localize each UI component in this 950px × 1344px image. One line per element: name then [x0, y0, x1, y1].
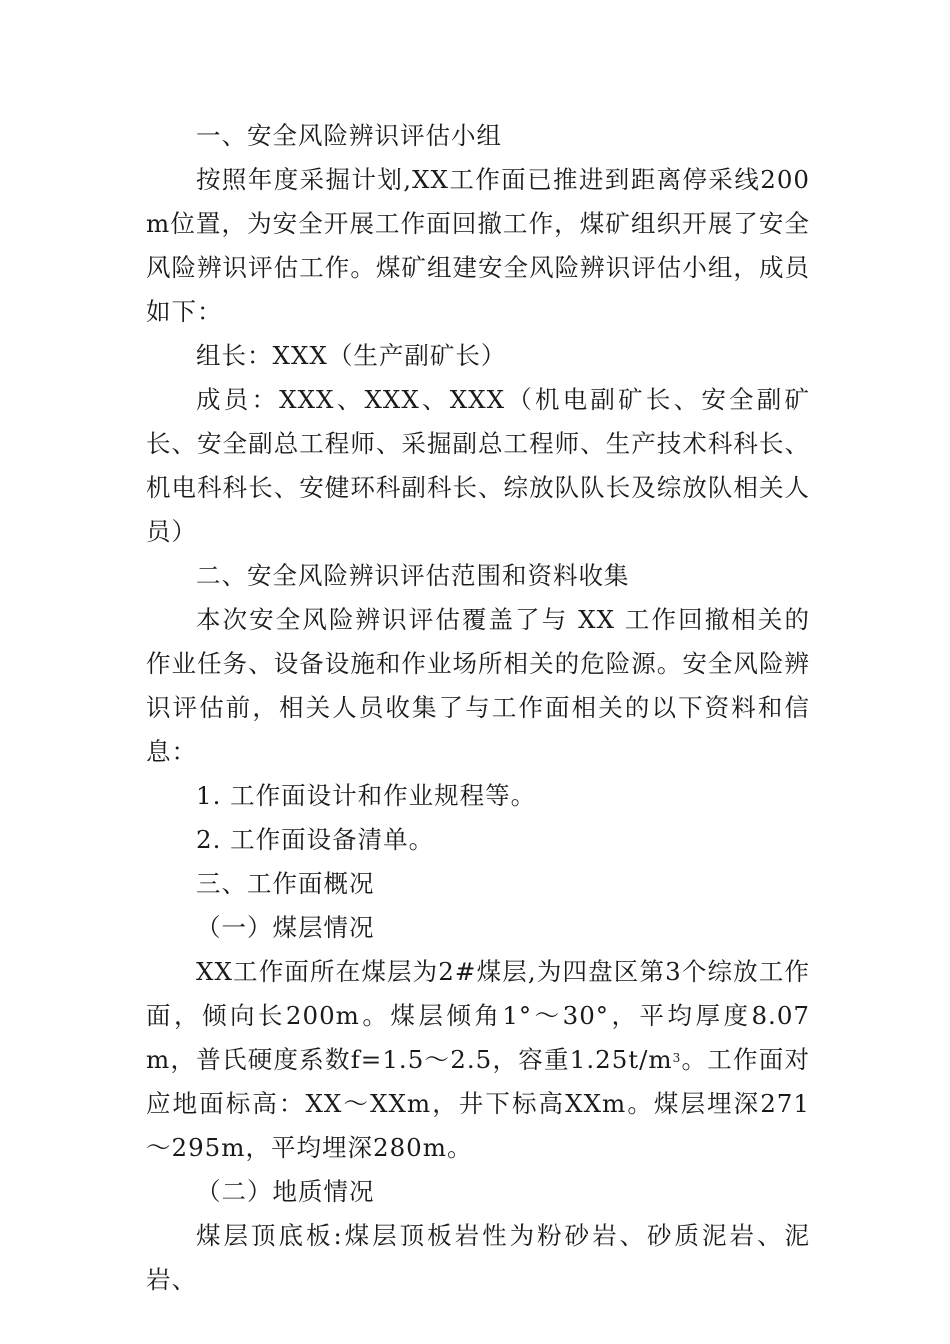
coal-seam-text-part-2: 。工作面对应地面标高：XX～XXm，井下标高XXm。煤层埋深271～295m，平均埋深280m。 [146, 1045, 811, 1162]
document-body [146, 114, 810, 1302]
list-item-2: 2. 工作面设备清单。 [196, 825, 435, 854]
paragraph-plan: 按照年度采掘计划,XX工作面已推进到距离停采线200m位置，为安全开展工作面回撤工作，煤矿组织开展了安全风险辨识评估工作。煤矿组建安全风险辨识评估小组，成员如下： [146, 165, 810, 326]
subsection-heading-geology: （二）地质情况 [196, 1177, 375, 1206]
subsection-heading-coal-seam: （一）煤层情况 [196, 913, 375, 942]
section-heading-3: 三、工作面概况 [196, 869, 375, 898]
section-heading-2: 二、安全风险辨识评估范围和资料收集 [196, 561, 630, 590]
section-heading-1: 一、安全风险辨识评估小组 [196, 121, 502, 150]
cubic-unit-superscript: 3 [672, 1051, 682, 1065]
coal-seam-text-part-1: XX工作面所在煤层为2#煤层,为四盘区第3个综放工作面，倾向长200m。煤层倾角1°～30°，平均厚度8.07m，普氏硬度系数f=1.5～2.5，容重1.25t/m [146, 957, 810, 1074]
list-item-1: 1. 工作面设计和作业规程等。 [196, 781, 537, 810]
paragraph-members: 成员：XXX、XXX、XXX（机电副矿长、安全副矿长、安全副总工程师、采掘副总工程师、生产技术科科长、机电科科长、安健环科副科长、综放队队长及综放队相关人员） [146, 385, 810, 546]
paragraph-scope: 本次安全风险辨识评估覆盖了与 XX 工作回撤相关的作业任务、设备设施和作业场所相关的危险源。安全风险辨识评估前，相关人员收集了与工作面相关的以下资料和信息： [146, 605, 810, 766]
paragraph-coal-seam [146, 950, 810, 1170]
paragraph-leader: 组长：XXX（生产副矿长） [196, 341, 507, 370]
paragraph-geology: 煤层顶底板:煤层顶板岩性为粉砂岩、砂质泥岩、泥岩、 [146, 1221, 810, 1294]
